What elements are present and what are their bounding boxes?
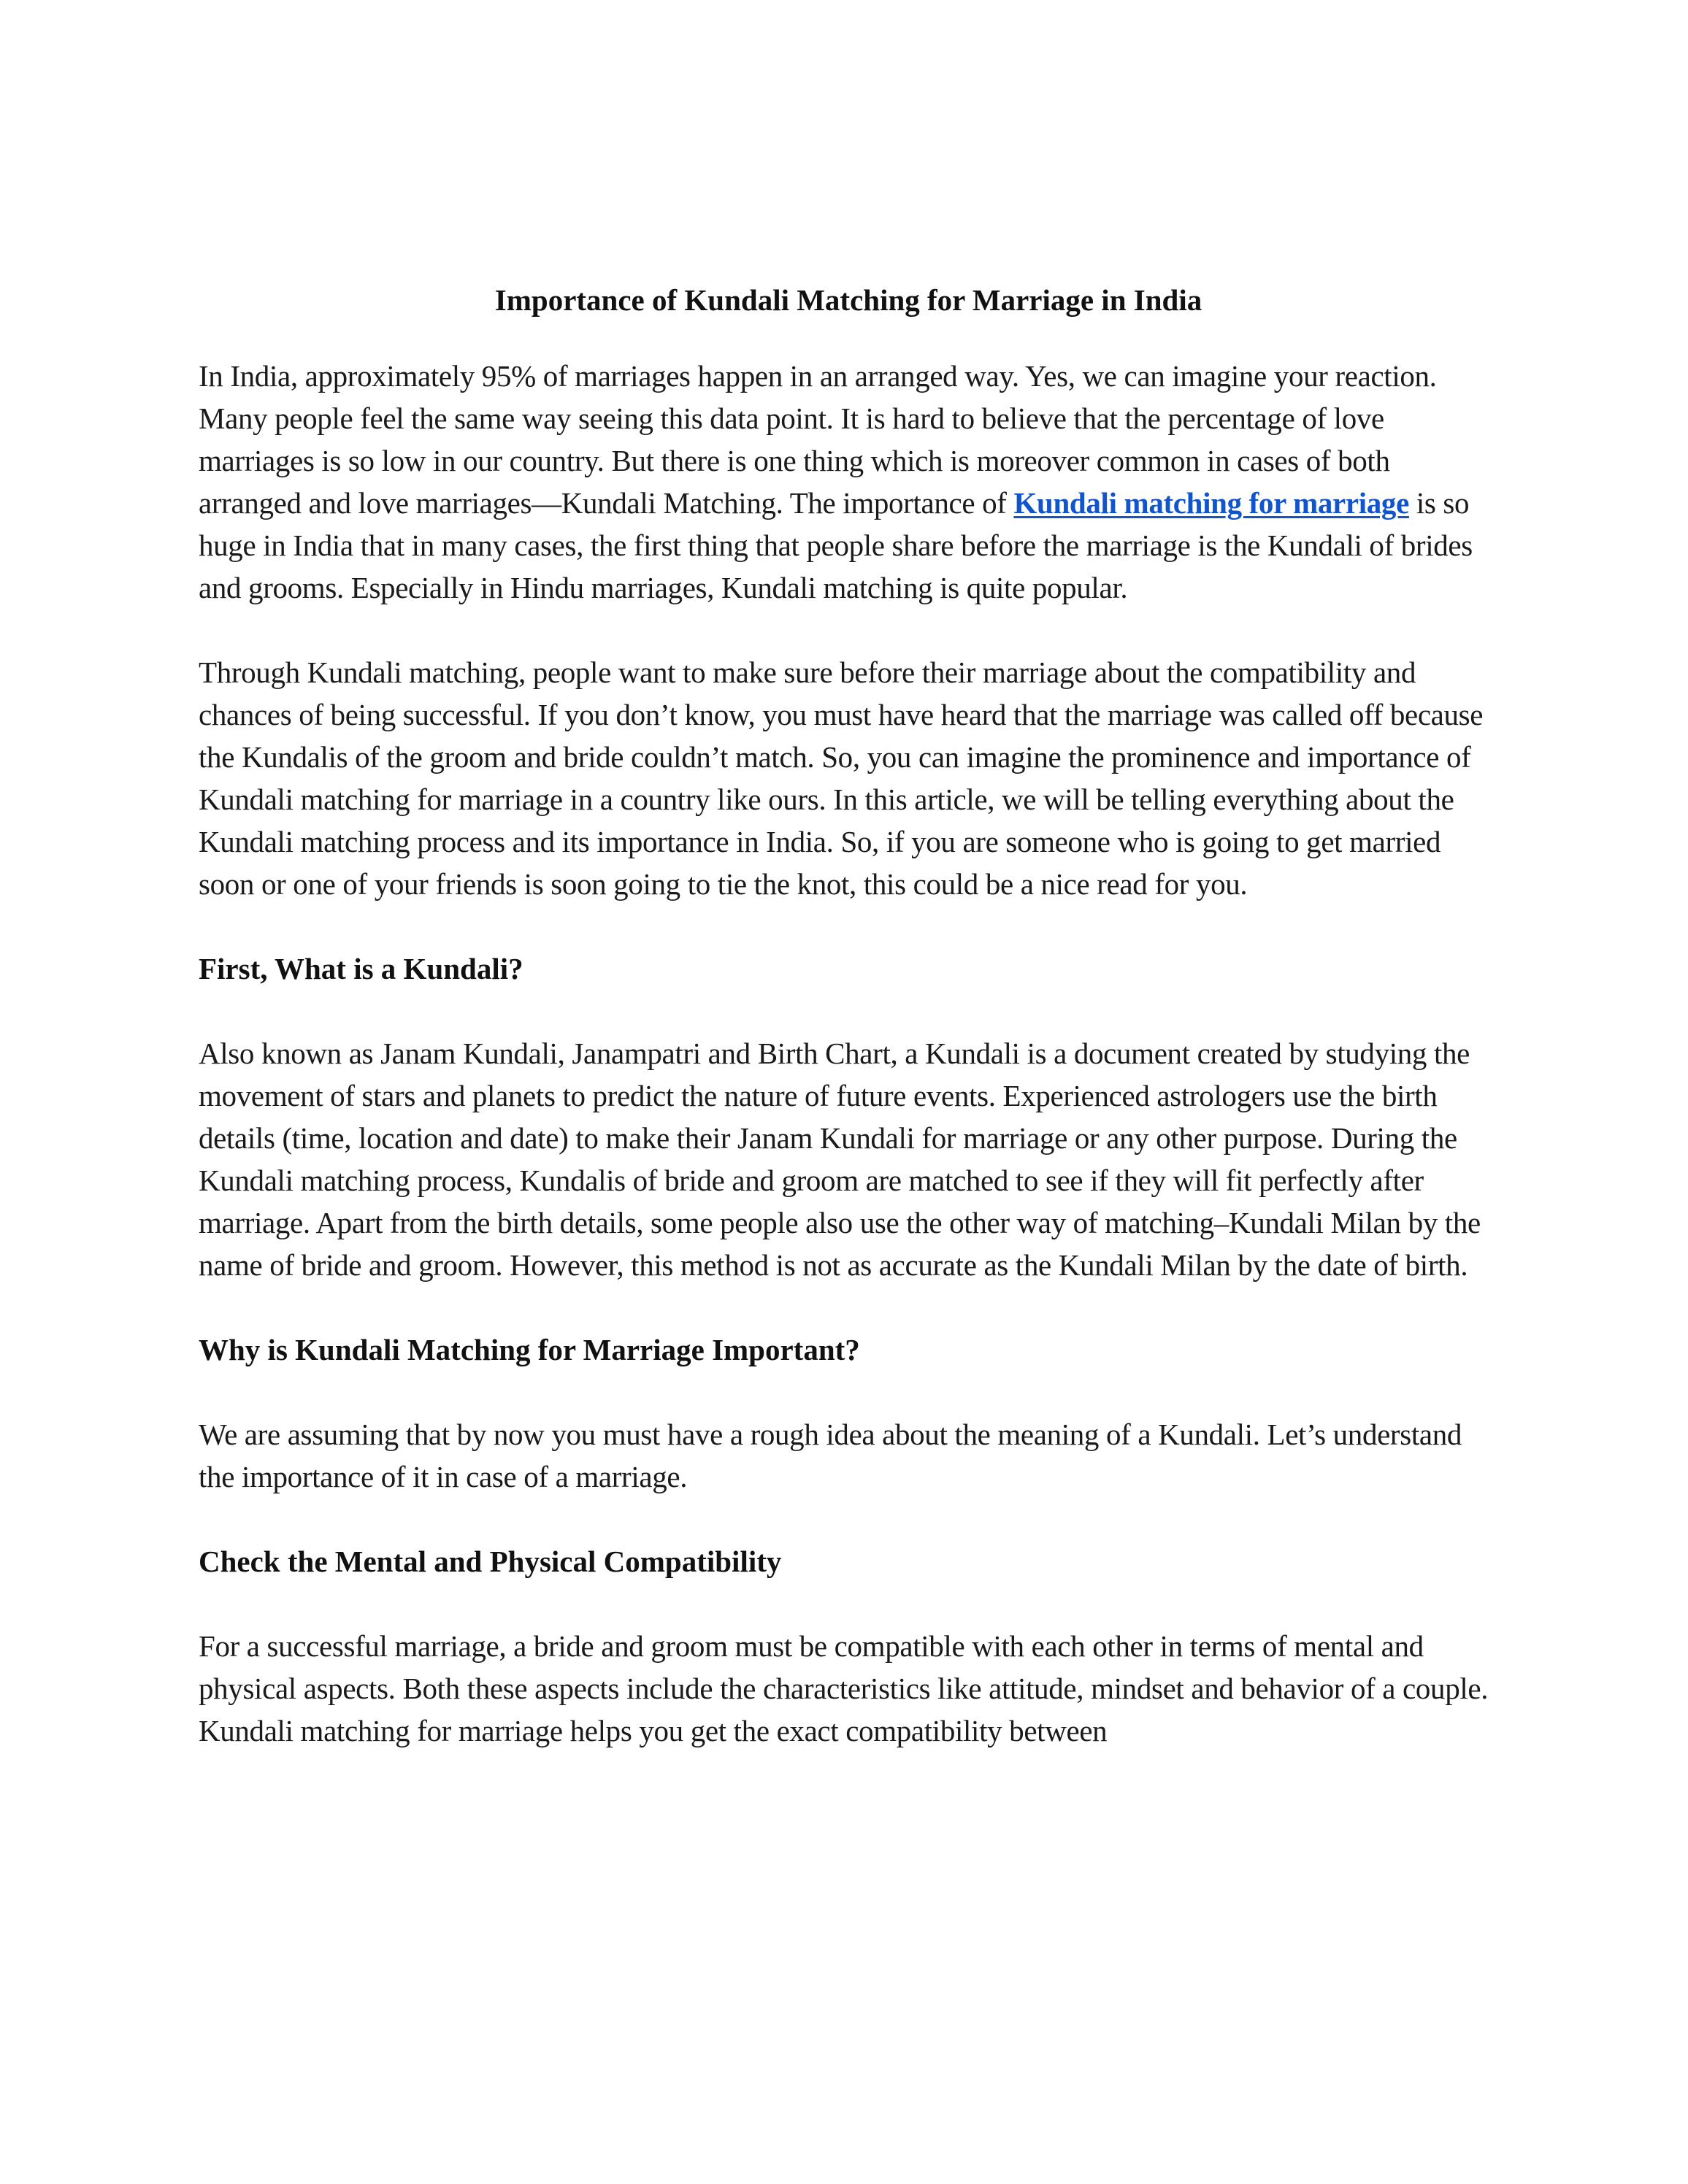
section-body-what-is-kundali: Also known as Janam Kundali, Janampatri and Birth Chart, a Kundali is a document created by studying the movement of stars and planets to predict the nature of future events. Experienced astrologers use the birth details (time, location and date) to make their Janam Kundali for marriage or any other purpose. During the Kundali matching process, Kundalis of bride and groom are matched to see if they will fit perfectly after marriage. Apart from the birth details, some people also use the other way of matching–Kundali Milan by the name of bride and groom. However, this method is not as accurate as the Kundali Milan by the date of birth. [199,1037,1481,1282]
intro-text-after-link: is so huge in India that in many cases, the first thing that people share before the marriage is the Kundali of brides and grooms. Especially in Hindu marriages, Kundali matching is quite popular. [199,486,1473,604]
document-body [199,279,1498,1794]
intro-text-before-link: In India, approximately 95% of marriages happen in an arranged way. Yes, we can imagine your reaction. Many people feel the same way seeing this data point. It is hard to believe that the percentage of love marriages is so low in our country. But there is one thing which is moreover common in cases of both arranged and love marriages—Kundali Matching. The importance of [199,359,1437,520]
section-heading-what-is-kundali: First, What is a Kundali? [199,952,523,985]
paragraph-compatibility-intro: Through Kundali matching, people want to make sure before their marriage about the compatibility and chances of being successful. If you don’t know, you must have heard that the marriage was called off because the Kundalis of the groom and bride couldn’t match. So, you can imagine the prominence and importance of Kundali matching for marriage in a country like ours. In this article, we will be telling everything about the Kundali matching process and its importance in India. So, if you are someone who is going to get married soon or one of your friends is soon going to tie the knot, this could be a nice read for you. [199,655,1484,901]
document-title: Importance of Kundali Matching for Marriage in India [494,283,1202,317]
section-body-compatibility: For a successful marriage, a bride and groom must be compatible with each other in terms of mental and physical aspects. Both these aspects include the characteristics like attitude, mindset and behavior of a couple. Kundali matching for marriage helps you get the exact compatibility between [199,1629,1489,1747]
intro-paragraph [199,355,1498,609]
kundali-matching-link[interactable]: Kundali matching for marriage [1013,486,1409,520]
section-body-why-important: We are assuming that by now you must have a rough idea about the meaning of a Kundali. Let’s understand the importance of it in case of a marriage. [199,1418,1462,1493]
section-heading-why-important: Why is Kundali Matching for Marriage Important? [199,1333,860,1366]
section-heading-compatibility: Check the Mental and Physical Compatibility [199,1545,782,1578]
